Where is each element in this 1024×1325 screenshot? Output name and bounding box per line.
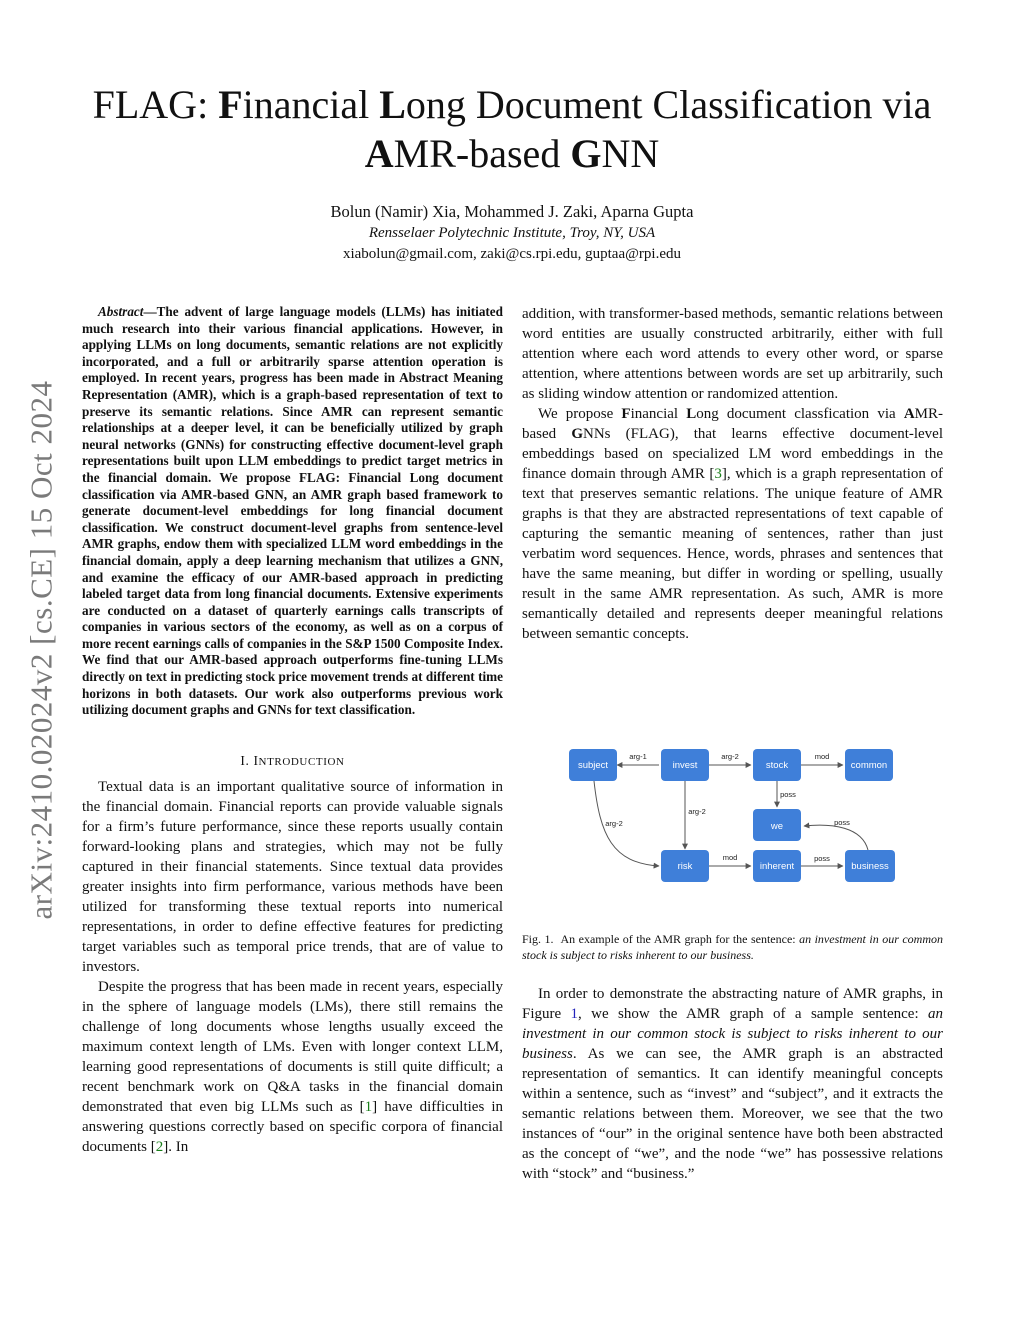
node-inherent xyxy=(753,850,801,882)
right-paragraph-1: addition, with transformer-based methods, semantic relations between word entities are usually constructed arbitrarily, either with full attention where each word attends to every other word, or sparse attention, where attentions between words are set up arbitrarily, such as sliding window attention or randomized attention. xyxy=(522,306,943,402)
svg-text:we: we xyxy=(770,821,784,832)
affiliation: Rensselaer Polytechnic Institute, Troy, NY, USA xyxy=(368,225,656,241)
edge-label: mod xyxy=(814,752,830,761)
edge-business-we xyxy=(804,825,868,850)
emails: xiabolun@gmail.com, zaki@cs.rpi.edu, guptaa@rpi.edu xyxy=(342,246,682,262)
abstract: Abstract—The advent of large language models (LLMs) has initiated much research into their various financial applications. However, in applying LLMs on long documents, semantic relations are not explicitly incorporated, and a full or arbitrarily sparse attention operation is employed. In recent years, progress has been made in Abstract Meaning Representation (AMR), which is a graph-based representation of text to preserve its semantic relations. Since AMR can represent semantic relationships at a deeper level, it can be beneficially utilized by graph neural networks (GNNs) for constructing effective document-level graph representations built upon LLM embeddings to predict target metrics in the financial domain. We propose FLAG: Financial Long document classification via AMR-based GNN, an AMR graph based framework to generate document-level embeddings for long financial document classification. We construct document-level graphs from sentence-level AMR graphs, endow them with specialized LLM word embeddings in the financial domain, apply a deep learning mechanism that utilizes a GNN, and examine the efficacy of our AMR-based approach in predicting labeled target data from long financial documents. Extensive experiments are conducted on a dataset of quarterly earnings calls transcripts of companies in various sectors of the economy, as well as on a corpus of more recent earnings calls of companies in the S&P 1500 Composite Index. We find that our AMR-based approach outperforms fine-tuning LLMs directly on text in predicting stock price movement trends at different time horizons in both datasets. Our work also outperforms previous work utilizing document graphs and GNNs for text classification. xyxy=(82,304,503,718)
edge-label: poss xyxy=(780,790,796,799)
svg-text:invest: invest xyxy=(672,760,698,771)
intro-paragraph-2: Despite the progress that has been made in recent years, especially in the sphere of language models (LMs), there still remains the challenge of long documents whose lengths usually exceed the maximum context length of LMs. Even with longer context LLM, learning good representations of documents is still quite difficult; a recent benchmark work on Q&A tasks in the financial domain demonstrated that even big LLMs such as [1] have difficulties in answering questions correctly based on specific corpora of financial documents [2]. In xyxy=(82,978,504,1155)
right-column-lower xyxy=(522,984,943,1184)
node-we xyxy=(753,809,801,841)
edge-subject-risk xyxy=(594,781,659,866)
figure-discussion-paragraph: In order to demonstrate the abstracting nature of AMR graphs, in Figure 1, we show the AMR graph of a sample sentence: an investment in our common stock is subject to risks inherent to our business. As we can see, the AMR graph is an abstracted representation of semantics. It can identify meaningful concepts within a sentence, such as “invest” and “subject”, and it extracts the semantic relations between them. Moreover, we see that the two instances of “our” in the original sentence have both been abstracted as the concept of “we”, and the node “we” has possessive relations with “stock” and “business.” xyxy=(522,986,943,1182)
edge-label: arg-1 xyxy=(629,752,647,761)
edge-label: arg-2 xyxy=(605,819,623,828)
citation-link[interactable]: 2 xyxy=(155,1138,164,1155)
citation-link[interactable]: 3 xyxy=(714,466,722,482)
amr-graph-figure xyxy=(522,735,943,935)
node-risk xyxy=(661,850,709,882)
edge-label: mod xyxy=(722,853,738,862)
edge-label: arg-2 xyxy=(688,807,706,816)
svg-text:inherent: inherent xyxy=(759,861,795,872)
svg-text:business: business xyxy=(851,861,889,872)
right-column xyxy=(522,304,943,644)
left-column xyxy=(82,304,503,1157)
abstract-label: Abstract xyxy=(98,304,144,319)
edge-label: arg-2 xyxy=(721,752,739,761)
svg-text:risk: risk xyxy=(677,861,693,872)
node-business xyxy=(845,850,895,882)
svg-text:subject: subject xyxy=(577,760,609,771)
svg-text:stock: stock xyxy=(765,760,789,771)
citation-link[interactable]: 1 xyxy=(364,1098,373,1115)
authors: Bolun (Namir) Xia, Mohammed J. Zaki, Aparna Gupta xyxy=(330,202,694,221)
node-invest xyxy=(661,749,709,781)
node-common xyxy=(845,749,893,781)
right-paragraph-2: We propose Financial Long document classfication via AMR-based GNNs (FLAG), that learns effective document-level embeddings based on specialized LM word embeddings in the finance domain through AMR [3], which is a graph representation of text that preserves semantic relations. The unique feature of AMR graphs is that they are abstracted representations of text capable of capturing the semantic meaning of sentences, rather than just verbatim word sequences. Hence, words, phrases and sentences that have the same meaning, but differ in wording or spelling, usually result in the same AMR representation. As such, AMR is more semantically detailed and represents deeper meaningful relations between semantic concepts. xyxy=(522,406,944,642)
arxiv-sidebar xyxy=(22,355,62,945)
svg-text:common: common xyxy=(850,760,888,771)
intro-paragraph-1: Textual data is an important qualitative source of information in the financial domain. Financial reports can provide valuable signals for a firm’s future performance, since these reports usually contain forward-looking plans and strategies, which may not be fully captured in their financial statements. Since textual data provides greater insights into firm performance, various methods have been utilized for transforming these textual reports into numerical representations, in order to define effective features for predicting target variables such as temporal price trends, that are of value to investors. xyxy=(82,778,503,975)
edge-label: poss xyxy=(814,854,830,863)
node-subject xyxy=(569,749,617,781)
amr-graph xyxy=(522,735,943,935)
figure-caption: Fig. 1. An example of the AMR graph for the sentence: an investment in our common stock is subject to risks inherent to our business. xyxy=(522,932,944,962)
edge-label: poss xyxy=(834,818,850,827)
arxiv-id: arXiv:2410.02024v2 [cs.CE] 15 Oct 2024 xyxy=(24,380,60,920)
node-stock xyxy=(753,749,801,781)
paper-title: FLAG: Financial Long Document Classification via AMR-based GNN xyxy=(92,82,932,176)
figure-link[interactable]: 1 xyxy=(570,1006,579,1022)
section-heading-introduction: I. INTRODUCTION xyxy=(240,752,345,768)
